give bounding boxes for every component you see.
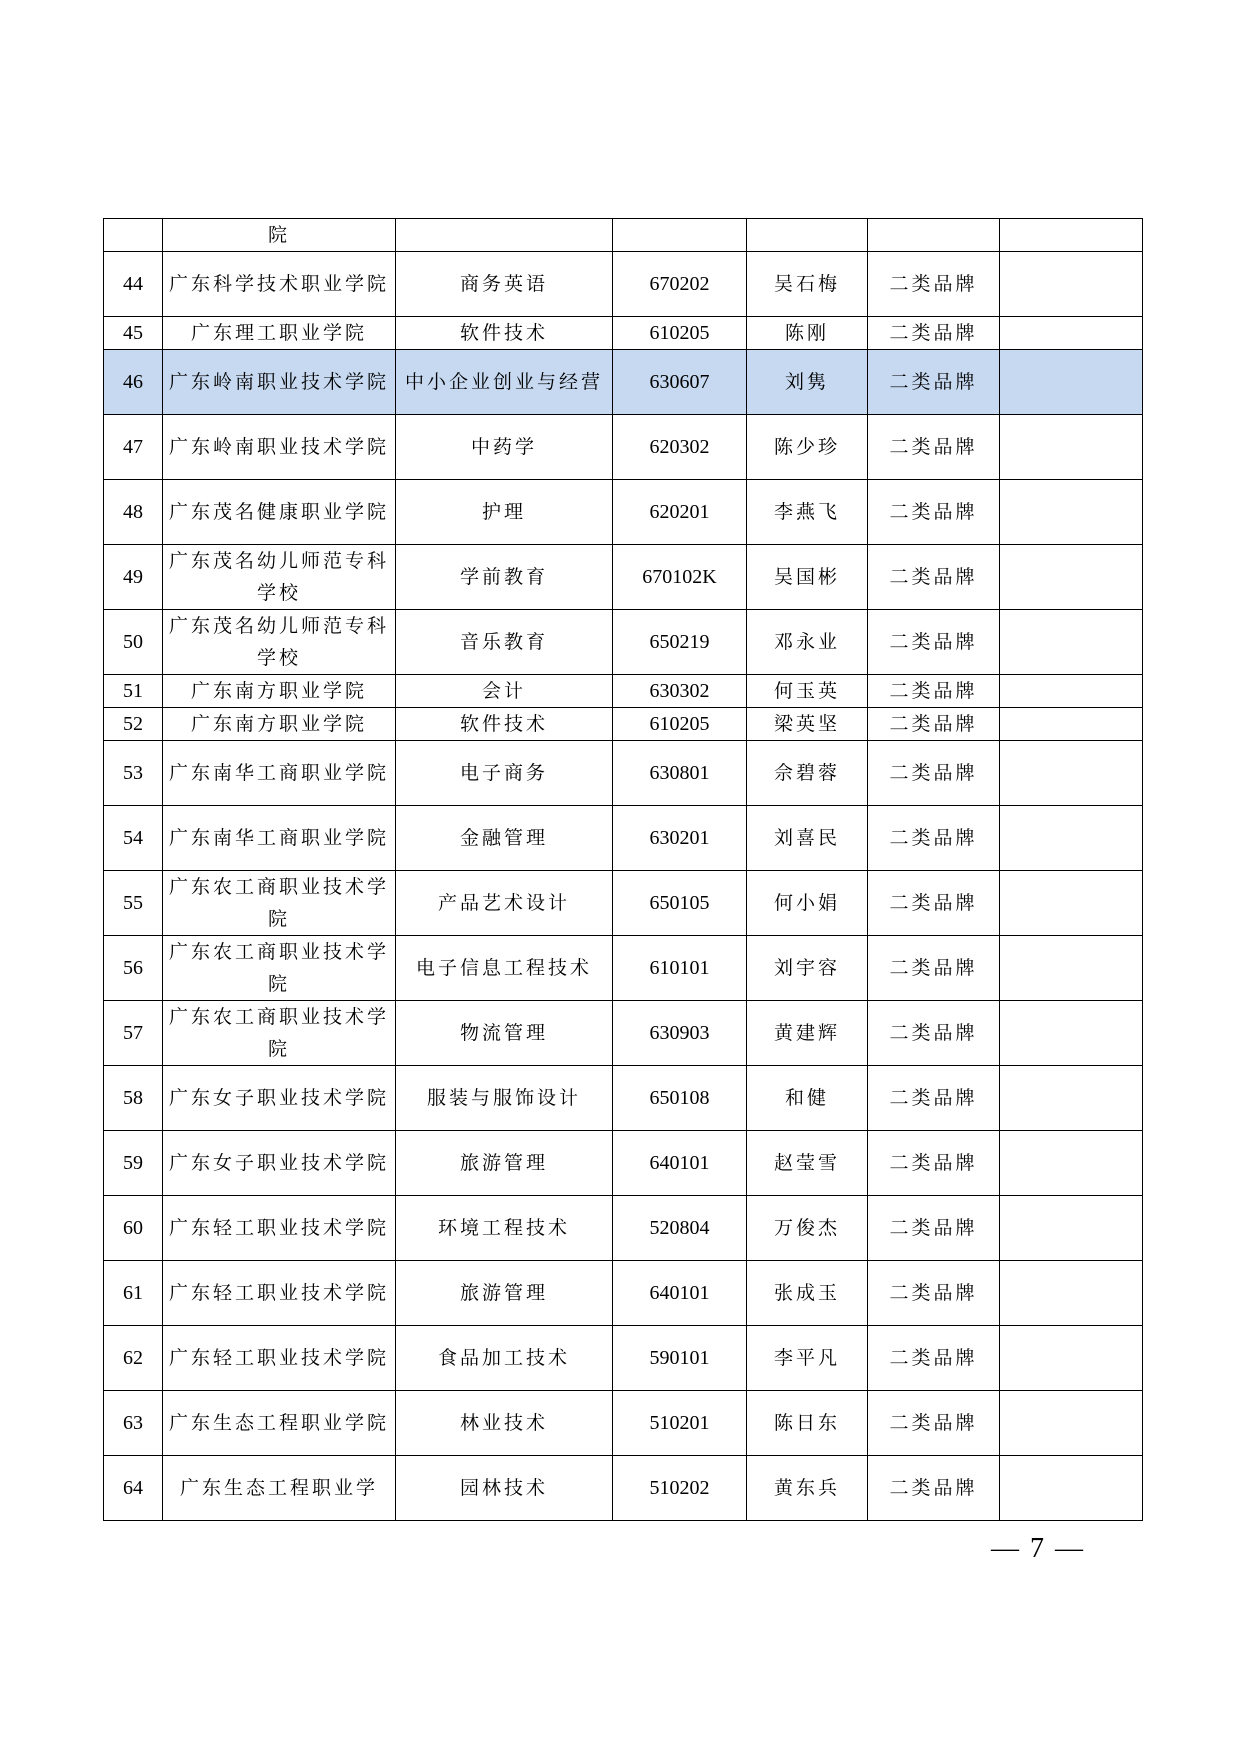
school-cell: 广东岭南职业技术学院 (163, 350, 396, 415)
leader-cell: 吴石梅 (747, 252, 868, 317)
major-code-cell: 590101 (613, 1326, 747, 1391)
remark-cell (1000, 1456, 1143, 1521)
school-cell: 广东南华工商职业学院 (163, 806, 396, 871)
major-cell: 软件技术 (396, 317, 613, 350)
row-number-cell: 52 (104, 708, 163, 741)
category-cell: 二类品牌 (868, 806, 1000, 871)
major-cell: 林业技术 (396, 1391, 613, 1456)
category-cell: 二类品牌 (868, 252, 1000, 317)
row-number-cell: 58 (104, 1066, 163, 1131)
remark-cell (1000, 708, 1143, 741)
school-cell: 广东轻工职业技术学院 (163, 1196, 396, 1261)
category-cell: 二类品牌 (868, 545, 1000, 610)
table-row (104, 1196, 1143, 1261)
major-cell: 中小企业创业与经营 (396, 350, 613, 415)
school-cell: 广东理工职业学院 (163, 317, 396, 350)
table-row (104, 1391, 1143, 1456)
table-row (104, 871, 1143, 936)
remark-cell (1000, 415, 1143, 480)
major-code-cell: 610101 (613, 936, 747, 1001)
major-code-cell: 610205 (613, 317, 747, 350)
major-code-cell: 630201 (613, 806, 747, 871)
category-cell: 二类品牌 (868, 1196, 1000, 1261)
category-cell: 二类品牌 (868, 871, 1000, 936)
major-cell (396, 219, 613, 252)
remark-cell (1000, 1326, 1143, 1391)
table-row (104, 545, 1143, 610)
remark-cell (1000, 675, 1143, 708)
row-number-cell: 64 (104, 1456, 163, 1521)
table-row (104, 480, 1143, 545)
leader-cell: 吴国彬 (747, 545, 868, 610)
row-number-cell: 53 (104, 741, 163, 806)
table-row (104, 415, 1143, 480)
category-cell: 二类品牌 (868, 741, 1000, 806)
row-number-cell: 60 (104, 1196, 163, 1261)
row-number-cell: 50 (104, 610, 163, 675)
leader-cell: 何小娟 (747, 871, 868, 936)
major-code-cell: 520804 (613, 1196, 747, 1261)
row-number-cell: 49 (104, 545, 163, 610)
table-row (104, 741, 1143, 806)
leader-cell: 张成玉 (747, 1261, 868, 1326)
page-number: — 7 — (991, 1533, 1085, 1564)
school-cell: 广东轻工职业技术学院 (163, 1261, 396, 1326)
category-cell: 二类品牌 (868, 610, 1000, 675)
major-cell: 旅游管理 (396, 1131, 613, 1196)
remark-cell (1000, 1001, 1143, 1066)
remark-cell (1000, 317, 1143, 350)
remark-cell (1000, 741, 1143, 806)
leader-cell: 陈刚 (747, 317, 868, 350)
category-cell (868, 219, 1000, 252)
category-cell: 二类品牌 (868, 480, 1000, 545)
major-code-cell: 650108 (613, 1066, 747, 1131)
row-number-cell: 47 (104, 415, 163, 480)
row-number-cell: 61 (104, 1261, 163, 1326)
row-number-cell: 45 (104, 317, 163, 350)
category-cell: 二类品牌 (868, 1391, 1000, 1456)
major-cell: 软件技术 (396, 708, 613, 741)
school-cell: 广东轻工职业技术学院 (163, 1326, 396, 1391)
school-cell: 广东南方职业学院 (163, 708, 396, 741)
leader-cell: 李燕飞 (747, 480, 868, 545)
table-row (104, 936, 1143, 1001)
major-cell: 中药学 (396, 415, 613, 480)
major-code-cell: 640101 (613, 1131, 747, 1196)
major-code-cell: 670102K (613, 545, 747, 610)
category-cell: 二类品牌 (868, 415, 1000, 480)
leader-cell: 刘隽 (747, 350, 868, 415)
row-number-cell: 55 (104, 871, 163, 936)
category-cell: 二类品牌 (868, 1001, 1000, 1066)
leader-cell: 佘碧蓉 (747, 741, 868, 806)
category-cell: 二类品牌 (868, 317, 1000, 350)
category-cell: 二类品牌 (868, 675, 1000, 708)
remark-cell (1000, 1391, 1143, 1456)
row-number-cell: 51 (104, 675, 163, 708)
table-row (104, 1456, 1143, 1521)
category-cell: 二类品牌 (868, 1261, 1000, 1326)
table-row (104, 1131, 1143, 1196)
school-cell: 广东女子职业技术学院 (163, 1131, 396, 1196)
major-cell: 服装与服饰设计 (396, 1066, 613, 1131)
major-cell: 物流管理 (396, 1001, 613, 1066)
table-body (104, 219, 1143, 1521)
school-cell: 广东南方职业学院 (163, 675, 396, 708)
major-code-cell: 610205 (613, 708, 747, 741)
table-row (104, 350, 1143, 415)
row-number-cell: 57 (104, 1001, 163, 1066)
school-cell: 广东茂名幼儿师范专科学校 (163, 610, 396, 675)
remark-cell (1000, 806, 1143, 871)
major-code-cell (613, 219, 747, 252)
remark-cell (1000, 610, 1143, 675)
remark-cell (1000, 219, 1143, 252)
school-cell: 院 (163, 219, 396, 252)
major-code-cell: 650105 (613, 871, 747, 936)
leader-cell (747, 219, 868, 252)
leader-cell: 万俊杰 (747, 1196, 868, 1261)
school-cell: 广东南华工商职业学院 (163, 741, 396, 806)
school-cell: 广东科学技术职业学院 (163, 252, 396, 317)
major-code-cell: 630801 (613, 741, 747, 806)
school-cell: 广东茂名幼儿师范专科学校 (163, 545, 396, 610)
category-cell: 二类品牌 (868, 936, 1000, 1001)
major-cell: 金融管理 (396, 806, 613, 871)
major-code-cell: 640101 (613, 1261, 747, 1326)
leader-cell: 梁英坚 (747, 708, 868, 741)
major-code-cell: 510201 (613, 1391, 747, 1456)
table-row (104, 708, 1143, 741)
row-number-cell: 54 (104, 806, 163, 871)
leader-cell: 和健 (747, 1066, 868, 1131)
remark-cell (1000, 545, 1143, 610)
table-row (104, 1001, 1143, 1066)
row-number-cell: 46 (104, 350, 163, 415)
row-number-cell: 63 (104, 1391, 163, 1456)
major-code-cell: 620201 (613, 480, 747, 545)
table-row (104, 1261, 1143, 1326)
major-cell: 会计 (396, 675, 613, 708)
table-row (104, 1326, 1143, 1391)
leader-cell: 赵莹雪 (747, 1131, 868, 1196)
major-cell: 音乐教育 (396, 610, 613, 675)
remark-cell (1000, 871, 1143, 936)
major-cell: 园林技术 (396, 1456, 613, 1521)
major-code-cell: 650219 (613, 610, 747, 675)
leader-cell: 何玉英 (747, 675, 868, 708)
school-cell: 广东女子职业技术学院 (163, 1066, 396, 1131)
table-row (104, 219, 1143, 252)
row-number-cell: 62 (104, 1326, 163, 1391)
table-row (104, 675, 1143, 708)
major-code-cell: 510202 (613, 1456, 747, 1521)
table-row (104, 317, 1143, 350)
major-code-cell: 630903 (613, 1001, 747, 1066)
category-cell: 二类品牌 (868, 1456, 1000, 1521)
row-number-cell: 59 (104, 1131, 163, 1196)
major-cell: 食品加工技术 (396, 1326, 613, 1391)
category-cell: 二类品牌 (868, 350, 1000, 415)
table-row (104, 610, 1143, 675)
major-cell: 电子信息工程技术 (396, 936, 613, 1001)
remark-cell (1000, 252, 1143, 317)
remark-cell (1000, 1196, 1143, 1261)
school-cell: 广东茂名健康职业学院 (163, 480, 396, 545)
leader-cell: 刘宇容 (747, 936, 868, 1001)
major-cell: 产品艺术设计 (396, 871, 613, 936)
leader-cell: 陈日东 (747, 1391, 868, 1456)
table-row (104, 252, 1143, 317)
row-number-cell (104, 219, 163, 252)
major-code-cell: 630607 (613, 350, 747, 415)
table-row (104, 1066, 1143, 1131)
remark-cell (1000, 350, 1143, 415)
row-number-cell: 56 (104, 936, 163, 1001)
major-cell: 旅游管理 (396, 1261, 613, 1326)
table-row (104, 806, 1143, 871)
row-number-cell: 44 (104, 252, 163, 317)
leader-cell: 陈少珍 (747, 415, 868, 480)
row-number-cell: 48 (104, 480, 163, 545)
major-code-cell: 620302 (613, 415, 747, 480)
remark-cell (1000, 1261, 1143, 1326)
school-cell: 广东生态工程职业学院 (163, 1391, 396, 1456)
major-cell: 护理 (396, 480, 613, 545)
leader-cell: 黄东兵 (747, 1456, 868, 1521)
category-cell: 二类品牌 (868, 1326, 1000, 1391)
major-cell: 学前教育 (396, 545, 613, 610)
remark-cell (1000, 480, 1143, 545)
remark-cell (1000, 1131, 1143, 1196)
brand-major-table (103, 218, 1143, 1521)
leader-cell: 黄建辉 (747, 1001, 868, 1066)
remark-cell (1000, 936, 1143, 1001)
remark-cell (1000, 1066, 1143, 1131)
major-cell: 商务英语 (396, 252, 613, 317)
school-cell: 广东农工商职业技术学院 (163, 936, 396, 1001)
major-cell: 电子商务 (396, 741, 613, 806)
leader-cell: 刘喜民 (747, 806, 868, 871)
school-cell: 广东农工商职业技术学院 (163, 871, 396, 936)
school-cell: 广东农工商职业技术学院 (163, 1001, 396, 1066)
major-code-cell: 630302 (613, 675, 747, 708)
leader-cell: 邓永业 (747, 610, 868, 675)
category-cell: 二类品牌 (868, 1131, 1000, 1196)
category-cell: 二类品牌 (868, 708, 1000, 741)
major-cell: 环境工程技术 (396, 1196, 613, 1261)
school-cell: 广东岭南职业技术学院 (163, 415, 396, 480)
major-code-cell: 670202 (613, 252, 747, 317)
school-cell: 广东生态工程职业学 (163, 1456, 396, 1521)
leader-cell: 李平凡 (747, 1326, 868, 1391)
category-cell: 二类品牌 (868, 1066, 1000, 1131)
